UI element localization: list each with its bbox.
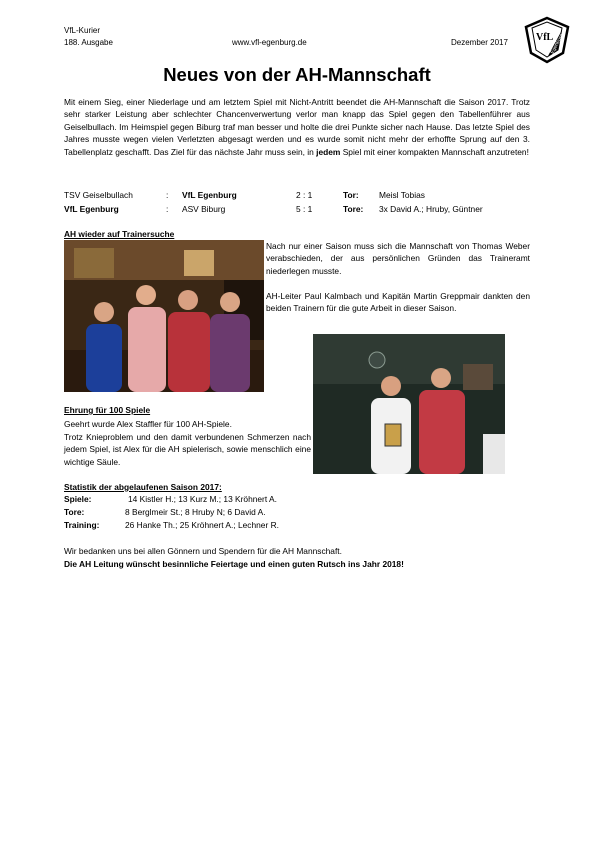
result-2-sep: : xyxy=(166,204,169,214)
stats-label-goals: Tore: xyxy=(64,507,85,517)
result-1-score: 2 : 1 xyxy=(296,190,313,200)
stats-value-goals: 8 Berglmeir St.; 8 Hruby N; 6 David A. xyxy=(125,507,266,517)
article-title: Neues von der AH-Mannschaft xyxy=(163,64,431,85)
result-1-home: TSV Geiselbullach xyxy=(64,190,133,200)
stats-value-games: 14 Kistler H.; 13 Kurz M.; 13 Kröhnert A. xyxy=(128,494,277,504)
stats-label-training: Training: xyxy=(64,520,100,530)
trainer-text-2: AH-Leiter Paul Kalmbach und Kapitän Martin Greppmair dankten den beiden Trainern für die gute Arbeit in dieser Saison. xyxy=(266,291,530,314)
honor-text-2: Trotz Knieproblem und den damit verbundenen Schmerzen nach jedem Spiel, ist Alex für die AH spielerisch, sowie menschlich eine wichtige Säule. xyxy=(64,432,311,467)
honor-line-1: Geehrt wurde Alex Staffler für 100 AH-Spiele. xyxy=(64,419,232,429)
website-link[interactable]: www.vfl-egenburg.de xyxy=(232,38,307,47)
result-1-scorer-label: Tor: xyxy=(343,190,359,200)
closing-wishes: Die AH Leitung wünscht besinnliche Feiertage und einen guten Rutsch ins Jahr 2018! xyxy=(64,559,404,569)
publication-name: VfL-Kurier xyxy=(64,26,101,35)
result-1-scorers: Meisl Tobias xyxy=(379,190,425,200)
result-2-score: 5 : 1 xyxy=(296,204,313,214)
issue-number: 188. Ausgabe xyxy=(64,38,113,47)
trainer-text-1: Nach nur einer Saison muss sich die Mannschaft von Thomas Weber verabschieden, der aus persönlichen Gründen das Traineramt niederlegen musste. xyxy=(266,241,530,276)
intro-text-2: Spiel mit einer kompakten Mannschaft anzutreten! xyxy=(340,146,529,157)
result-2-scorer-label: Tore: xyxy=(343,204,364,214)
intro-emphasis: jedem xyxy=(316,146,341,157)
result-2-home: VfL Egenburg xyxy=(64,204,119,214)
result-2-away: ASV Biburg xyxy=(182,204,226,214)
stats-value-training: 26 Hanke Th.; 25 Kröhnert A.; Lechner R. xyxy=(125,520,279,530)
club-logo xyxy=(523,16,571,64)
trainer-heading: AH wieder auf Trainersuche xyxy=(64,229,175,239)
issue-date: Dezember 2017 xyxy=(451,38,508,47)
honor-photo xyxy=(313,334,505,474)
closing-thanks: Wir bedanken uns bei allen Gönnern und Spendern für die AH Mannschaft. xyxy=(64,546,342,556)
result-1-sep: : xyxy=(166,190,169,200)
intro-text-1: Mit einem Sieg, einer Niederlage und am letztem Spiel mit Nicht-Antritt beendet die AH-Mannschaft die Saison 2017. Trotz sehr starker Leistung aber schlechter Chancenverwertung verlor man knapp das Spiel gegen den Tabellenführer aus Geiselbullach. Im Heimspiel gegen Biburg traf man besser und holte die drei Punkte sicher nach Hause. Das letzte Spiel des Jahres musste wegen vielen Verletzten abgesagt werden und es wurde somit nicht mehr der erhoffte Sprung auf den 3. Tabellenplatz geschafft. Das Ziel für das nächste Jahr muss sein, in xyxy=(64,97,530,157)
svg-text:VfL: VfL xyxy=(536,32,554,43)
trainer-photo xyxy=(64,240,264,392)
stats-label-games: Spiele: xyxy=(64,494,92,504)
result-2-scorers: 3x David A.; Hruby, Güntner xyxy=(379,204,483,214)
intro-paragraph xyxy=(64,96,530,158)
result-1-away: VfL Egenburg xyxy=(182,190,237,200)
svg-text:Egenburg: Egenburg xyxy=(549,32,565,55)
honor-heading: Ehrung für 100 Spiele xyxy=(64,405,151,415)
stats-heading: Statistik der abgelaufenen Saison 2017: xyxy=(64,482,222,492)
